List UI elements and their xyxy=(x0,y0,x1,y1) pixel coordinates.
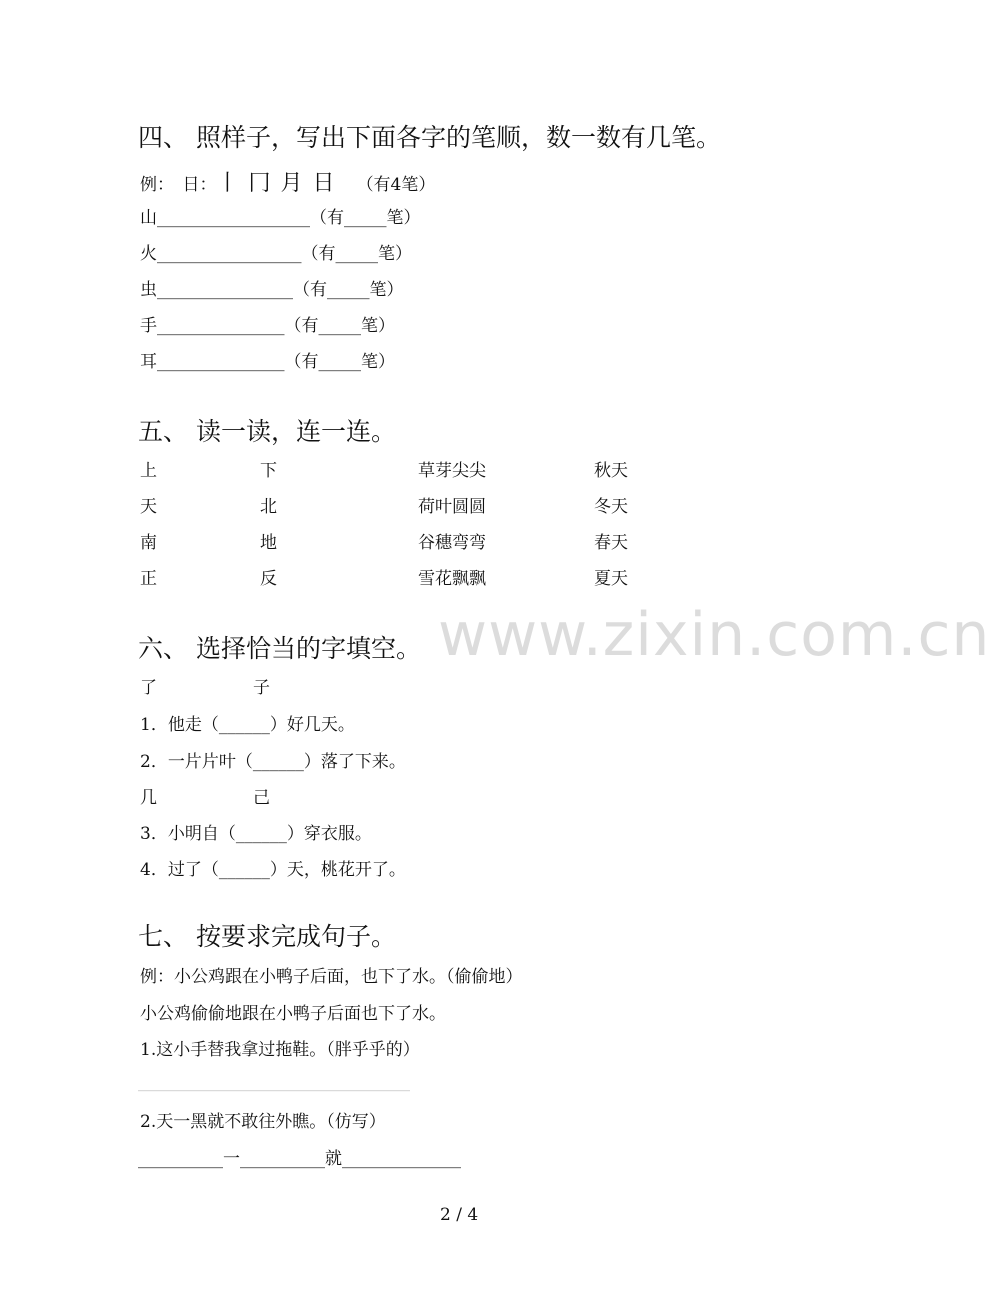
match-item[interactable]: 草芽尖尖 xyxy=(418,461,486,481)
example-count: （有4笔） xyxy=(356,175,436,195)
match-item[interactable]: 谷穗弯弯 xyxy=(418,533,486,553)
example-line xyxy=(140,166,435,197)
section5-heading: 五、 读一读，连一连。 xyxy=(138,417,396,446)
answer-blank[interactable]: __________________ xyxy=(157,208,310,228)
choice-char: 己 xyxy=(253,788,270,808)
match-item[interactable]: 反 xyxy=(260,569,277,589)
stroke-row: 虫________________（有_____笔） xyxy=(140,280,404,300)
watermark: www.zixin.com.cn xyxy=(438,600,990,670)
match-item[interactable]: 北 xyxy=(260,497,277,517)
match-item[interactable]: 雪花飘飘 xyxy=(418,569,486,589)
question[interactable]: 1．他走（______）好几天。 xyxy=(140,715,355,735)
question[interactable]: 2．一片片叶（______）落了下来。 xyxy=(140,752,406,772)
choice-char: 子 xyxy=(253,678,270,698)
match-item[interactable]: 南 xyxy=(140,533,157,553)
example-strokes: 丨 冂 月 日 xyxy=(216,171,335,196)
match-item[interactable]: 夏天 xyxy=(594,569,628,589)
question[interactable]: 4．过了（______）天，桃花开了。 xyxy=(140,860,406,880)
answer-line[interactable]: ________________________________ xyxy=(138,1072,410,1092)
stroke-row: 耳_______________（有_____笔） xyxy=(140,352,395,372)
match-item[interactable]: 下 xyxy=(260,461,277,481)
stroke-row: 手_______________（有_____笔） xyxy=(140,316,395,336)
question[interactable]: 3．小明自（______）穿衣服。 xyxy=(140,824,372,844)
match-item[interactable]: 冬天 xyxy=(594,497,628,517)
question: 1.这小手替我拿过拖鞋。（胖乎乎的） xyxy=(140,1040,420,1060)
example-sentence: 例：小公鸡跟在小鸭子后面，也下了水。（偷偷地） xyxy=(140,967,523,987)
answer-blank[interactable]: _______________ xyxy=(157,352,285,372)
question: 2.天一黑就不敢往外瞧。（仿写） xyxy=(140,1112,386,1132)
section6-heading: 六、 选择恰当的字填空。 xyxy=(138,634,421,663)
example-prefix: 例： 日： xyxy=(140,175,217,195)
match-item[interactable]: 秋天 xyxy=(594,461,628,481)
answer-blank[interactable]: ________________ xyxy=(157,280,293,300)
choice-char: 了 xyxy=(140,678,157,698)
match-item[interactable]: 荷叶圆圆 xyxy=(418,497,486,517)
match-item[interactable]: 地 xyxy=(260,533,277,553)
answer-blank[interactable]: _________________ xyxy=(157,244,302,264)
match-item[interactable]: 正 xyxy=(140,569,157,589)
stroke-row: 火_________________（有_____笔） xyxy=(140,244,412,264)
choice-char: 几 xyxy=(140,788,157,808)
match-item[interactable]: 上 xyxy=(140,461,157,481)
example-answer: 小公鸡偷偷地跟在小鸭子后面也下了水。 xyxy=(140,1004,446,1024)
section7-heading: 七、 按要求完成句子。 xyxy=(138,922,396,951)
match-item[interactable]: 春天 xyxy=(594,533,628,553)
answer-blank[interactable]: _______________ xyxy=(157,316,285,336)
match-item[interactable]: 天 xyxy=(140,497,157,517)
section4-heading: 四、 照样子，写出下面各字的笔顺，数一数有几笔。 xyxy=(138,123,721,152)
page-number: 2 / 4 xyxy=(440,1205,479,1225)
stroke-row: 山__________________（有_____笔） xyxy=(140,208,421,228)
answer-line[interactable]: __________一__________就______________ xyxy=(138,1149,461,1169)
